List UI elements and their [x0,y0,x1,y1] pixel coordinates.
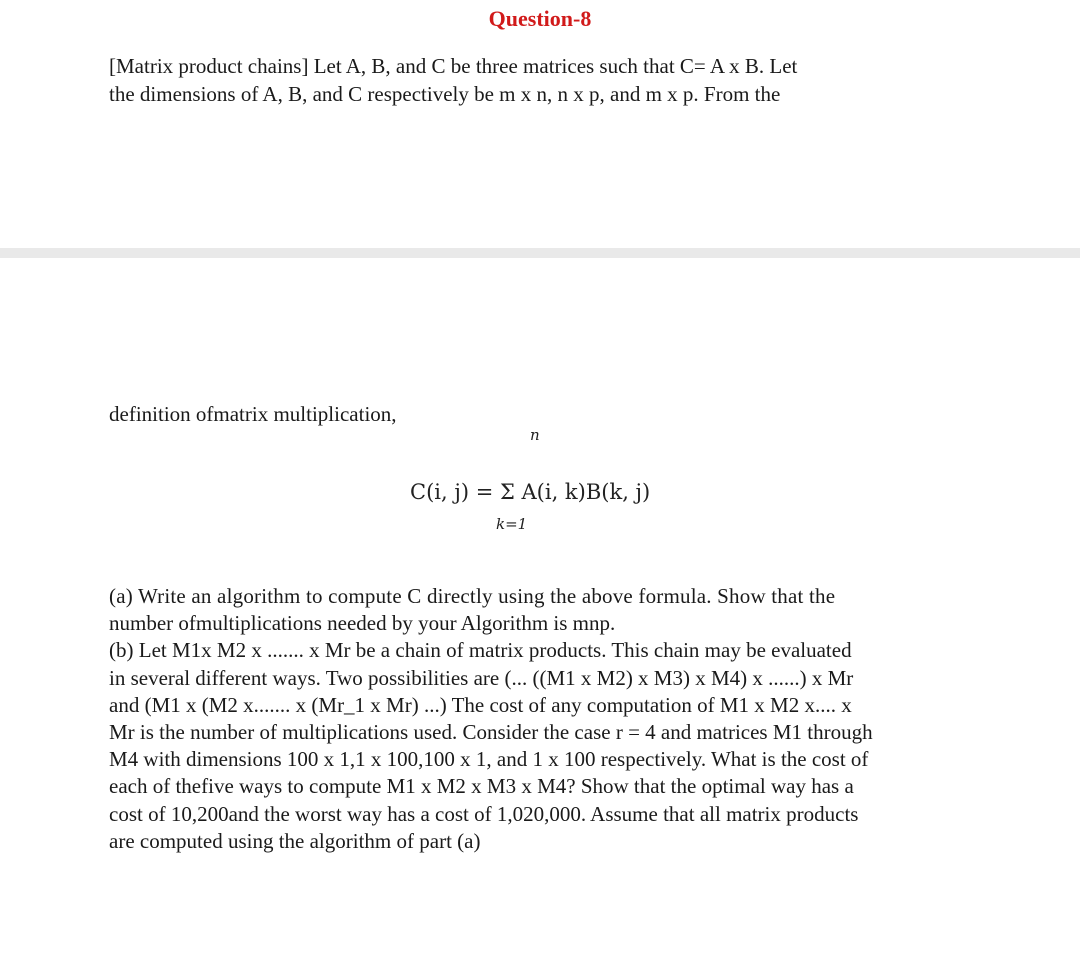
sum-upper-limit: n [530,426,540,444]
definition-line: definition ofmatrix multiplication, [109,402,397,426]
definition-text [109,400,969,428]
intro-line: the dimensions of A, B, and C respectively be m x n, n x p, and m x p. From the [109,82,781,106]
sum-lower-limit: k=1 [496,515,528,533]
part-b-line: and (M1 x (M2 x....... x (Mr_1 x Mr) ...) The cost of any computation of M1 x M2 x.... x [109,692,852,717]
intro-paragraph [109,52,969,108]
part-a-line: number ofmultiplications needed by your Algorithm is mnp. [109,611,616,636]
page-divider [0,248,1080,258]
part-b-line: (b) Let M1x M2 x ....... x Mr be a chain of matrix products. This chain may be evaluated [109,638,852,663]
part-b-line: in several different ways. Two possibilities are (... ((M1 x M2) x M3) x M4) x ......) x Mr [109,665,854,690]
part-a-line: (a) Write an algorithm to compute C directly using the above formula. Show that the [109,584,836,608]
question-title: Question-8 [488,6,592,31]
part-b-line: are computed using the algorithm of part (a) [109,828,481,853]
question-parts [109,583,969,855]
part-b-line: cost of 10,200and the worst way has a cost of 1,020,000. Assume that all matrix products [109,801,859,826]
intro-line: [Matrix product chains] Let A, B, and C be three matrices such that C= A x B. Let [109,54,798,78]
matrix-product-formula: C(i, j) = Σ A(i, k)B(k, j) [410,480,651,504]
part-b-line: each of thefive ways to compute M1 x M2 x M3 x M4? Show that the optimal way has a [109,774,854,799]
part-b-line: M4 with dimensions 100 x 1,1 x 100,100 x 1, and 1 x 100 respectively. What is the cost of [109,747,869,772]
part-b-line: Mr is the number of multiplications used. Consider the case r = 4 and matrices M1 through [109,720,873,745]
